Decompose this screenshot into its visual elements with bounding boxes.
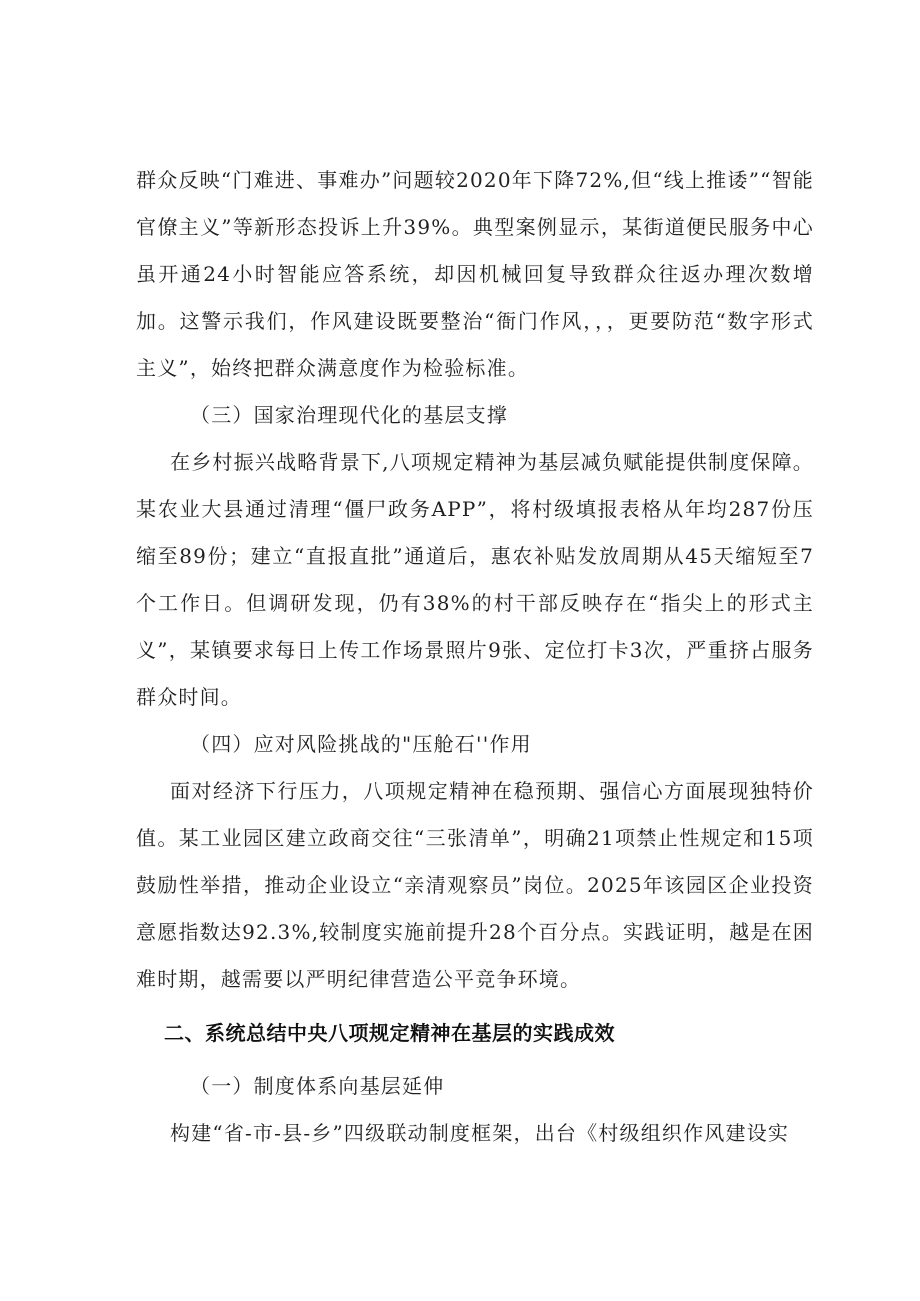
paragraph-mass-complaints: 群众反映“门难进、事难办”问题较2020年下降72%,但“线上推诿”“智能官僚主义”等新形态投诉上升39%。典型案例显示，某街道便民服务中心虽开通24小时智能应答系统，却因机械回复导致群众往返办理次数增加。这警示我们，作风建设既要整治“衙门作风，，，更要防范“数字形式主义”，始终把群众满意度作为检验标准。 <box>136 168 814 380</box>
paragraph-rural-revitalization: 在乡村振兴战略背景下,八项规定精神为基层减负赋能提供制度保障。某农业大县通过清理“僵尸政务APP”，将村级填报表格从年均287份压缩至89份；建立“直报直批”通道后，惠农补贴发放周期从45天缩短至7个工作日。但调研发现，仍有38%的村干部反映存在“指尖上的形式主义”，某镇要求每日上传工作场景照片9张、定位打卡3次，严重挤占服务群众时间。 <box>136 450 814 709</box>
subheading-risk-ballast: （四）应对风险挑战的"压舱石''作用 <box>190 732 532 756</box>
section-heading-achievements: 二、系统总结中央八项规定精神在基层的实践成效 <box>164 1021 615 1045</box>
subheading-grassroots-support: （三）国家治理现代化的基层支撑 <box>190 403 508 427</box>
subheading-institutional-system: （一）制度体系向基层延伸 <box>190 1074 445 1098</box>
document-body <box>136 157 814 1157</box>
paragraph-economic-pressure: 面对经济下行压力，八项规定精神在稳预期、强信心方面展现独特价值。某工业园区建立政商交往“三张清单”，明确21项禁止性规定和15项鼓励性举措，推动企业设立“亲清观察员”岗位。2025年该园区企业投资意愿指数达92.3%,较制度实施前提升28个百分点。实践证明，越是在困难时期，越需要以严明纪律营造公平竞争环境。 <box>136 779 814 991</box>
paragraph-four-level-framework: 构建“省-市-县-乡”四级联动制度框架，出台《村级组织作风建设实 <box>170 1121 790 1145</box>
